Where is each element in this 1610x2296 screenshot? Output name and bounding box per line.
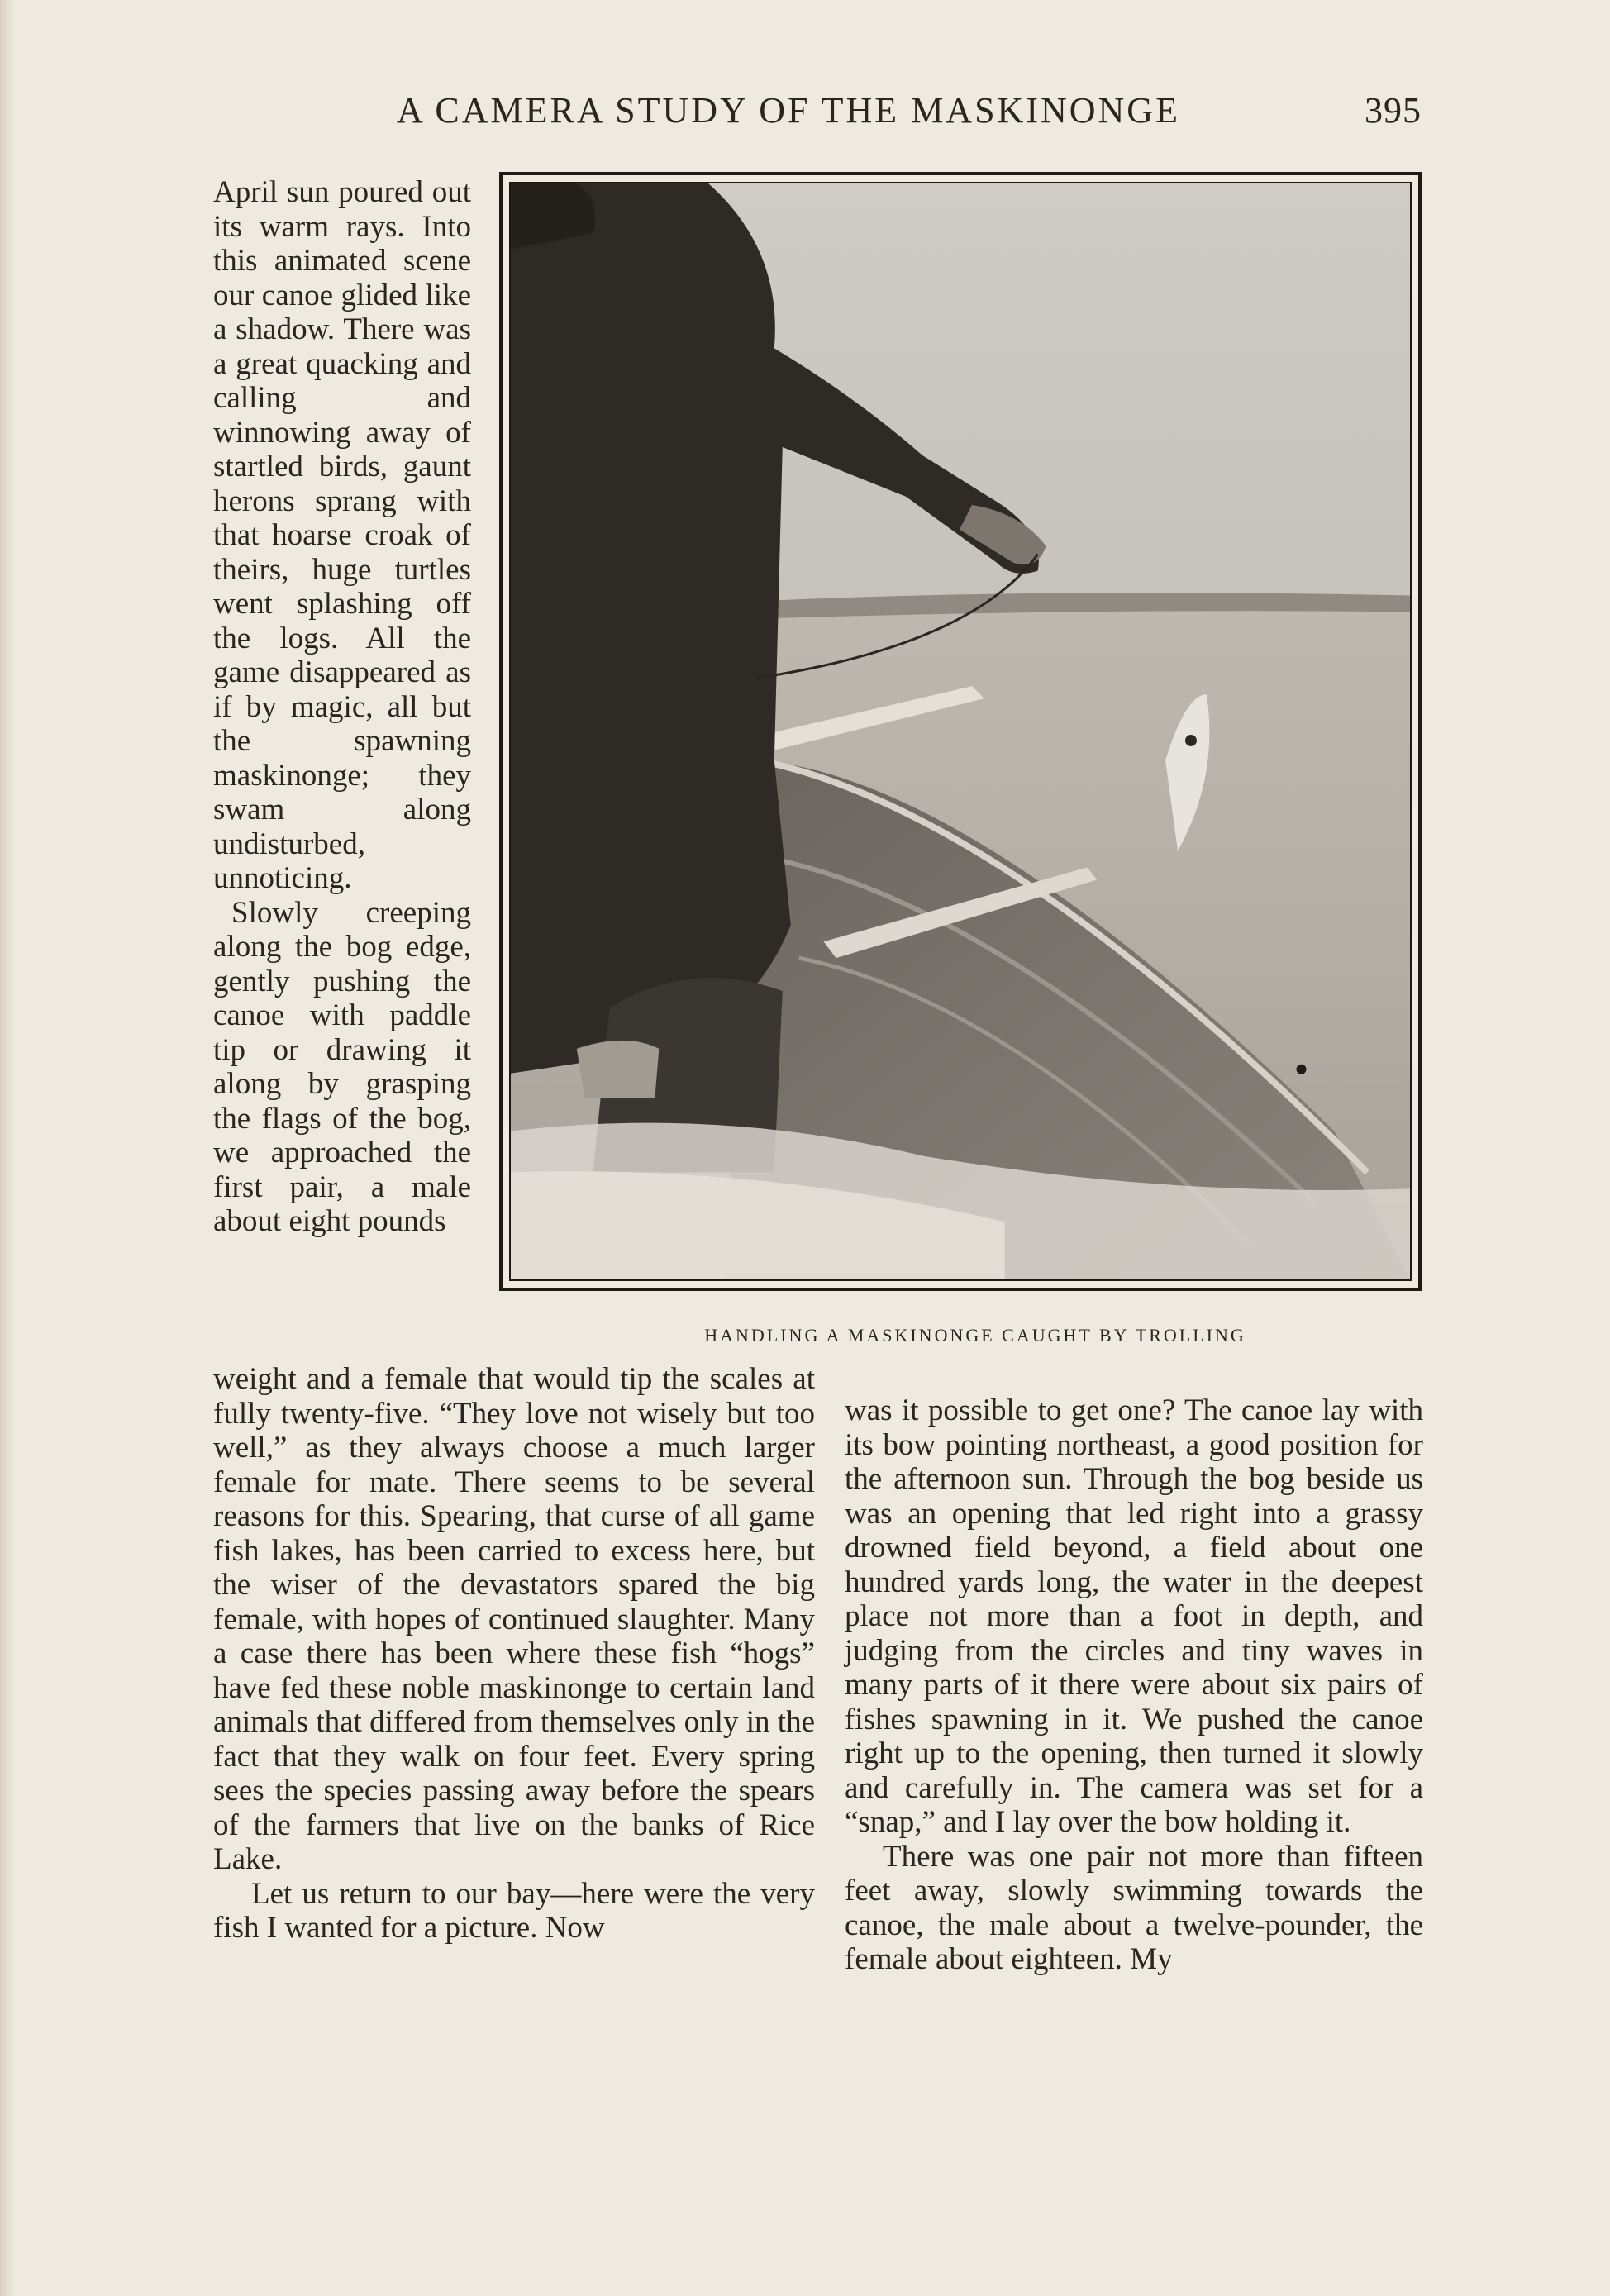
figure-caption: HANDLING A MASKINONGE CAUGHT BY TROLLING (704, 1325, 1246, 1346)
right-text-column (845, 1393, 1423, 1977)
paragraph-weight-and-female: weight and a female that would tip the scales at fully twenty-five. “They love not wisely but too well,” as they always choose a much larger female for mate. There seems to be several reasons for this. Spearing, that curse of all game fish lakes, has been carried to excess here, but the wiser of the devastators spared the big female, with hopes of continued slaughter. Many a case there has been where these fish “hogs” have fed these noble maskinonge to certain land animals that differed from themselves only in the fact that they walk on four feet. Every spring sees the species passing away before the spears of the farmers that live on the banks of Rice Lake. (213, 1362, 815, 1876)
photograph-frame (499, 172, 1422, 1291)
page-number: 395 (1365, 90, 1422, 131)
paragraph-one-pair: There was one pair not more than fifteen feet away, slowly swimming towards the canoe, the male about a twelve-pounder, the female about eighteen. My (845, 1839, 1423, 1976)
photograph (509, 182, 1412, 1281)
left-text-column (213, 1362, 815, 1946)
paragraph-let-us-return: Let us return to our bay—here were the very fish I wanted for a picture. Now (213, 1876, 815, 1945)
narrow-text-column (213, 175, 471, 1239)
paragraph-slowly-creeping: Slowly creeping along the bog edge, gently pushing the canoe with paddle tip or drawing it along by grasping the flags of the bog, we approached the first pair, a male about eight pounds (213, 895, 471, 1238)
paragraph-was-it-possible: was it possible to get one? The canoe lay with its bow pointing northeast, a good position for the afternoon sun. Through the bog beside us was an opening that led right into a grassy drowned field beyond, a field about one hundred yards long, the water in the deepest place not more than a foot in depth, and judging from the circles and tiny waves in many parts of it there were about six pairs of fishes spawning in it. We pushed the canoe right up to the opening, then turned it slowly and carefully in. The camera was set for a “snap,” and I lay over the bow holding it. (845, 1393, 1423, 1839)
page-gutter-shadow (0, 0, 15, 2296)
running-title: A CAMERA STUDY OF THE MASKINONGE (397, 90, 1180, 131)
paragraph-april-sun: April sun poured out its warm rays. Into this animated scene our canoe glided like a shadow. There was a great quacking and calling and winnowing away of startled birds, gaunt herons sprang with that hoarse croak of theirs, huge turtles went splashing off the logs. All the game disappeared as if by magic, all but the spawning maskinonge; they swam along undisturbed, unnoticing. (213, 175, 471, 895)
photograph-canoe-fisherman (511, 183, 1410, 1279)
